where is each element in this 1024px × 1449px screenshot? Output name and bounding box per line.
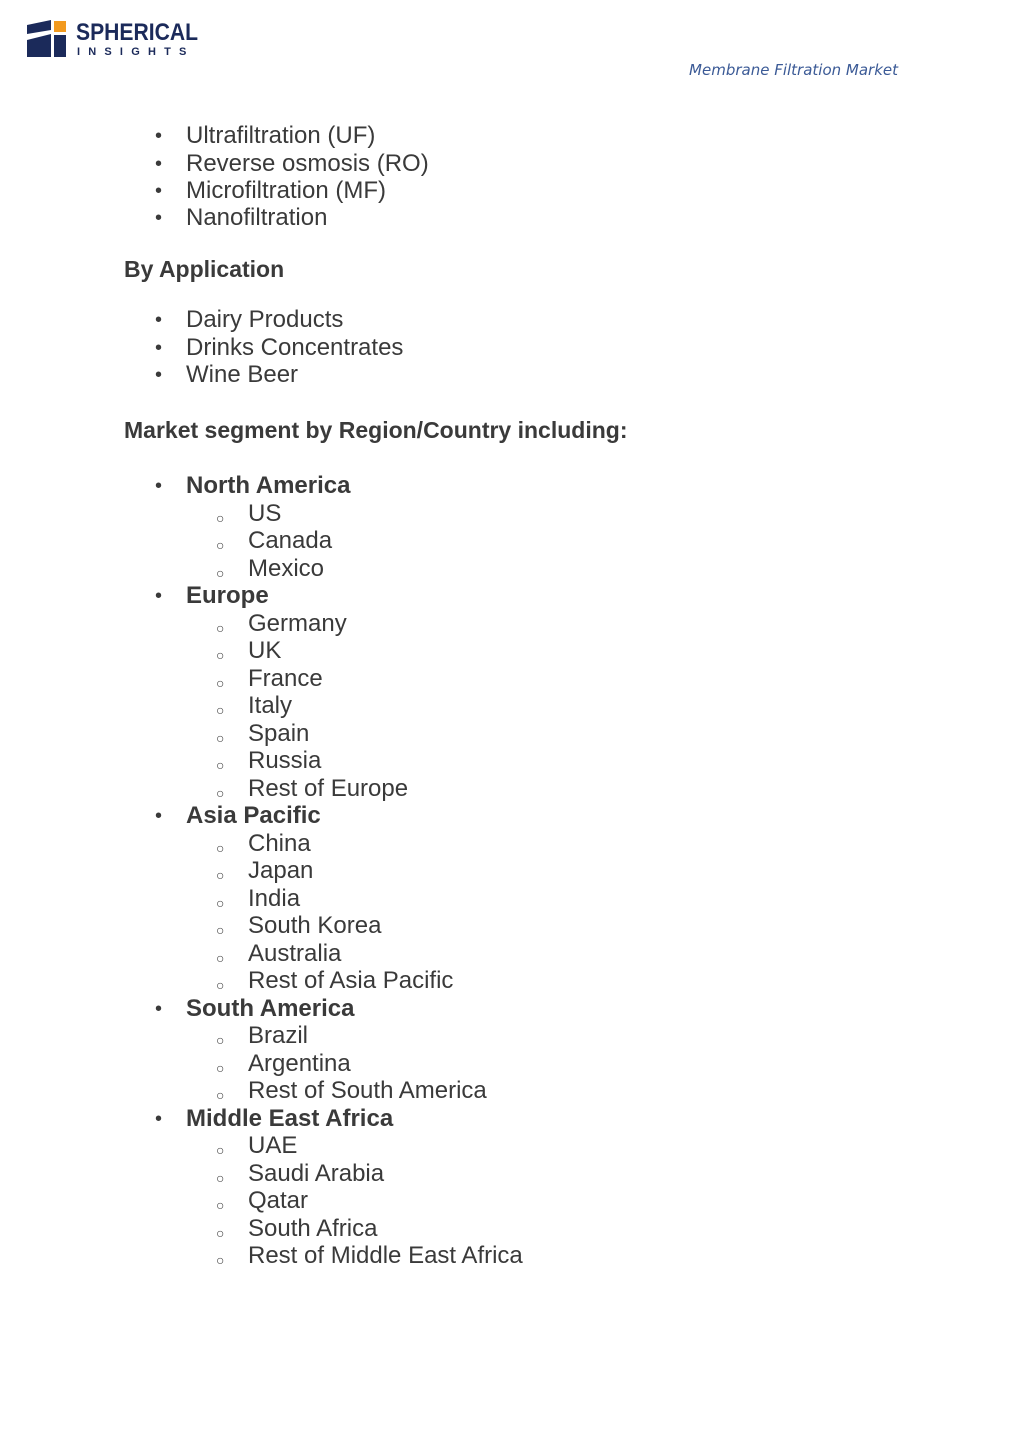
circle-bullet-icon: ○	[216, 867, 225, 883]
country-name: India	[248, 884, 301, 912]
region-name: Europe	[186, 582, 269, 609]
circle-bullet-icon: ○	[216, 509, 225, 526]
application-item-label: Wine Beer	[186, 361, 299, 388]
logo-wordmark: SPHERICAL	[76, 19, 199, 46]
header-document-title: Membrane Filtration Market	[689, 61, 898, 79]
country-name: Russia	[248, 747, 322, 774]
country-name: Italy	[248, 692, 293, 719]
circle-bullet-icon: ○	[216, 922, 225, 938]
circle-bullet-icon: ○	[216, 757, 225, 773]
circle-bullet-icon: ○	[216, 1252, 225, 1268]
application-item-label: Dairy Products	[186, 306, 344, 333]
bullet-icon: •	[155, 997, 163, 1020]
country-name: Rest of Asia Pacific	[248, 967, 454, 994]
circle-bullet-icon: ○	[216, 1197, 225, 1213]
circle-bullet-icon: ○	[216, 1169, 225, 1186]
circle-bullet-icon: ○	[216, 537, 225, 553]
country-name: Rest of Europe	[248, 774, 409, 802]
country-name: Australia	[248, 939, 342, 967]
circle-bullet-icon: ○	[216, 1032, 225, 1048]
circle-bullet-icon: ○	[216, 729, 225, 746]
circle-bullet-icon: ○	[216, 949, 225, 966]
country-name: Germany	[248, 609, 347, 637]
type-item-label: Reverse osmosis (RO)	[186, 150, 429, 177]
circle-bullet-icon: ○	[216, 702, 225, 718]
country-name: Spain	[248, 719, 310, 747]
region-name: North America	[186, 472, 351, 499]
country-name: South Africa	[248, 1214, 378, 1242]
country-name: Argentina	[248, 1049, 351, 1077]
circle-bullet-icon: ○	[216, 674, 225, 691]
country-name: UK	[248, 637, 282, 664]
company-logo	[27, 20, 207, 62]
circle-bullet-icon: ○	[216, 894, 225, 911]
circle-bullet-icon: ○	[216, 619, 225, 636]
country-name: Japan	[248, 857, 314, 884]
logo-tagline: INSIGHTS	[77, 46, 195, 58]
country-name: US	[248, 499, 282, 527]
country-name: South Korea	[248, 912, 382, 939]
circle-bullet-icon: ○	[216, 564, 225, 581]
country-name: Canada	[248, 527, 333, 554]
application-item-label: Drinks Concentrates	[186, 334, 404, 361]
country-name: Qatar	[248, 1187, 309, 1214]
bullet-icon: •	[155, 364, 163, 386]
bullet-icon: •	[155, 125, 163, 147]
country-name: China	[248, 829, 311, 857]
circle-bullet-icon: ○	[216, 1087, 225, 1103]
circle-bullet-icon: ○	[216, 784, 225, 801]
bullet-icon: •	[155, 337, 163, 359]
country-name: France	[248, 664, 323, 692]
type-item-label: Ultrafiltration (UF)	[186, 122, 376, 149]
bullet-icon: •	[155, 805, 163, 827]
application-heading: By Application	[124, 256, 285, 282]
circle-bullet-icon: ○	[216, 1142, 225, 1158]
bullet-icon: •	[155, 309, 163, 331]
country-name: Saudi Arabia	[248, 1159, 385, 1187]
country-name: Rest of Middle East Africa	[248, 1242, 523, 1269]
circle-bullet-icon: ○	[216, 1059, 225, 1076]
bullet-icon: •	[155, 1107, 163, 1130]
bullet-icon: •	[155, 180, 163, 202]
region-name: South America	[186, 994, 355, 1022]
country-name: UAE	[248, 1132, 298, 1159]
bullet-icon: •	[155, 153, 163, 175]
country-name: Mexico	[248, 554, 325, 582]
region-name: Middle East Africa	[186, 1104, 394, 1132]
circle-bullet-icon: ○	[216, 977, 225, 993]
circle-bullet-icon: ○	[216, 839, 225, 856]
region-heading: Market segment by Region/Country including:	[124, 417, 628, 443]
type-item-label: Nanofiltration	[186, 204, 328, 231]
spherical-insights-logo-icon	[27, 20, 67, 57]
country-name: Brazil	[248, 1022, 309, 1049]
bullet-icon: •	[155, 207, 163, 229]
circle-bullet-icon: ○	[216, 1224, 225, 1241]
region-name: Asia Pacific	[186, 802, 321, 829]
country-name: Rest of South America	[248, 1077, 487, 1104]
bullet-icon: •	[155, 475, 163, 497]
bullet-icon: •	[155, 585, 163, 607]
type-item-label: Microfiltration (MF)	[186, 177, 387, 204]
circle-bullet-icon: ○	[216, 647, 225, 663]
